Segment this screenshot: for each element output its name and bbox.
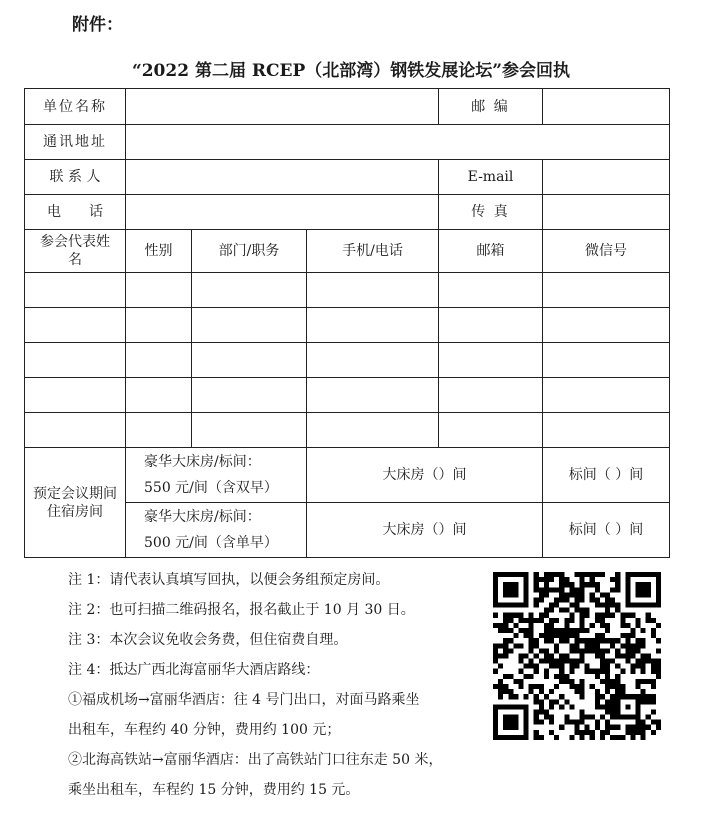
email-label: E-mail [439,160,543,195]
route-train: ②北海高铁站→富丽华酒店：出了高铁站门口往东走 50 米， [68,752,443,768]
room-row [25,448,670,503]
king-room-option[interactable]: 大床房（）间 [307,448,543,503]
delegate-cell[interactable] [307,273,439,308]
gender-header: 性别 [126,230,192,273]
king-room-option[interactable]: 大床房（）间 [307,503,543,558]
postcode-field[interactable] [543,89,670,125]
delegate-cell[interactable] [307,378,439,413]
delegate-cell[interactable] [439,413,543,448]
delegate-cell[interactable] [25,308,126,343]
delegate-cell[interactable] [126,273,192,308]
delegate-cell[interactable] [439,273,543,308]
delegate-cell[interactable] [25,343,126,378]
note-item: 注 1：请代表认真填写回执，以便会务组预定房间。 [68,572,390,588]
email-field[interactable] [543,160,670,195]
mobile-header: 手机/电话 [307,230,439,273]
delegate-name-header: 参会代表姓名 [25,230,126,273]
booking-label: 预定会议期间住宿房间 [25,448,126,558]
delegate-cell[interactable] [192,308,307,343]
delegate-row [25,343,670,378]
room-type-name: 豪华大床房/标间： [144,509,261,525]
note-item: 注 3：本次会议免收会务费，但住宿费自理。 [68,632,348,648]
room-type-cell [126,448,307,503]
unit-name-field[interactable] [126,89,439,125]
page-title: “2022 第二届 RCEP（北部湾）钢铁发展论坛”参会回执 [131,61,571,81]
attachment-label: 附件： [72,15,123,35]
delegate-cell[interactable] [439,308,543,343]
fax-field[interactable] [543,195,670,230]
fax-label: 传 真 [439,195,543,230]
address-label: 通讯地址 [25,125,126,160]
delegate-cell[interactable] [543,378,670,413]
delegate-cell[interactable] [192,413,307,448]
route-train-cont: 乘坐出租车，车程约 15 分钟，费用约 15 元。 [68,782,360,798]
delegate-cell[interactable] [439,343,543,378]
delegate-cell[interactable] [543,343,670,378]
address-field[interactable] [126,125,670,160]
phone-field[interactable] [126,195,439,230]
delegate-cell[interactable] [543,273,670,308]
delegate-cell[interactable] [307,413,439,448]
route-airport-cont: 出租车，车程约 40 分钟，费用约 100 元； [68,722,341,738]
delegate-row [25,413,670,448]
registration-form-table [24,88,670,558]
delegate-row [25,378,670,413]
delegate-row [25,308,670,343]
room-price: 500 元/间（含单早） [144,535,278,551]
delegate-cell[interactable] [126,343,192,378]
twin-room-option[interactable]: 标间（ ）间 [543,503,670,558]
notes-section [68,565,488,805]
delegate-cell[interactable] [307,343,439,378]
room-type-cell [126,503,307,558]
note-item: 注 2：也可扫描二维码报名，报名截止于 10 月 30 日。 [68,602,415,618]
qr-code-icon[interactable] [493,572,661,740]
delegate-cell[interactable] [307,308,439,343]
room-type-name: 豪华大床房/标间： [144,454,261,470]
delegate-cell[interactable] [192,378,307,413]
delegate-cell[interactable] [543,308,670,343]
department-header: 部门/职务 [192,230,307,273]
delegate-cell[interactable] [126,378,192,413]
wechat-header: 微信号 [543,230,670,273]
twin-room-option[interactable]: 标间（ ）间 [543,448,670,503]
delegate-cell[interactable] [439,378,543,413]
contact-field[interactable] [126,160,439,195]
email-header: 邮箱 [439,230,543,273]
delegate-cell[interactable] [25,378,126,413]
delegate-cell[interactable] [192,273,307,308]
delegate-cell[interactable] [25,413,126,448]
note-item: 注 4：抵达广西北海富丽华大酒店路线： [68,662,320,678]
delegate-cell[interactable] [126,413,192,448]
postcode-label: 邮 编 [439,89,543,125]
room-price: 550 元/间（含双早） [144,480,278,496]
phone-label: 电 话 [25,195,126,230]
delegate-row [25,273,670,308]
route-airport: ①福成机场→富丽华酒店：往 4 号门出口，对面马路乘坐 [68,692,420,708]
contact-label: 联 系 人 [25,160,126,195]
delegate-cell[interactable] [126,308,192,343]
delegate-cell[interactable] [543,413,670,448]
delegate-cell[interactable] [192,343,307,378]
delegate-cell[interactable] [25,273,126,308]
unit-name-label: 单位名称 [25,89,126,125]
delegate-header-row [25,230,670,273]
